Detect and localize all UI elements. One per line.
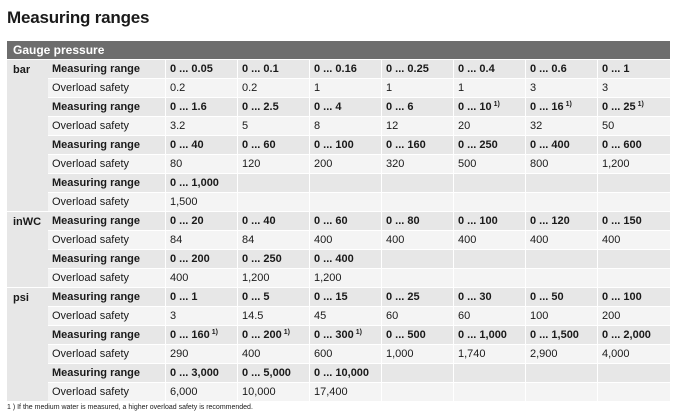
cell-value: 0 ... 1 xyxy=(602,63,630,75)
cell-value: 320 xyxy=(386,158,405,170)
cell-value: 32 xyxy=(530,120,543,132)
overload-safety-row xyxy=(48,268,670,287)
cell-value: 0 ... 600 xyxy=(602,139,642,151)
table-cell xyxy=(237,326,309,344)
cell-value: 6,000 xyxy=(170,386,198,398)
table-cell xyxy=(237,212,309,230)
cell-value: 0 ... 100 xyxy=(314,139,354,151)
table-cell xyxy=(309,117,381,135)
table-cell xyxy=(525,193,597,211)
cell-value: 0 ... 0.6 xyxy=(530,63,567,75)
table-cell xyxy=(597,383,669,401)
table-cell xyxy=(597,98,669,116)
page-title: Measuring ranges xyxy=(7,8,150,27)
cell-value: 0 ... 160 xyxy=(170,329,210,341)
row-label: Measuring range xyxy=(52,63,141,75)
row-label: Overload safety xyxy=(52,234,130,246)
row-label: Overload safety xyxy=(52,82,130,94)
table-cell xyxy=(237,345,309,363)
table-cell xyxy=(525,117,597,135)
table-cell xyxy=(165,345,237,363)
table-cell xyxy=(597,288,669,306)
overload-safety-row xyxy=(48,230,670,249)
table-cell xyxy=(453,117,525,135)
cell-value: 0 ... 500 xyxy=(386,329,426,341)
cell-value: 0 ... 250 xyxy=(458,139,498,151)
table-cell xyxy=(453,364,525,382)
table-cell xyxy=(381,288,453,306)
table-cell xyxy=(309,326,381,344)
table-cell xyxy=(381,212,453,230)
cell-value: 0 ... 80 xyxy=(386,215,420,227)
table-cell xyxy=(453,136,525,154)
table-cell xyxy=(165,307,237,325)
table-cell xyxy=(381,250,453,268)
cell-value: 1,200 xyxy=(314,272,342,284)
table-cell xyxy=(597,136,669,154)
cell-value: 0 ... 150 xyxy=(602,215,642,227)
table-cell xyxy=(165,155,237,173)
cell-value: 600 xyxy=(314,348,333,360)
cell-value: 0.2 xyxy=(242,82,258,94)
cell-value: 10,000 xyxy=(242,386,276,398)
cell-value: 0 ... 100 xyxy=(602,291,642,303)
cell-value: 400 xyxy=(386,234,405,246)
table-cell xyxy=(237,307,309,325)
cell-value: 0 ... 10 xyxy=(458,101,492,113)
cell-value: 3 xyxy=(530,82,537,94)
measuring-range-row xyxy=(48,59,670,78)
measuring-range-row xyxy=(48,363,670,382)
table-cell xyxy=(597,231,669,249)
cell-value: 0 ... 25 xyxy=(386,291,420,303)
cell-value: 400 xyxy=(170,272,189,284)
cell-value: 3 xyxy=(602,82,609,94)
unit-section-psi xyxy=(7,287,670,401)
cell-value: 3 xyxy=(170,310,177,322)
table-cell xyxy=(165,269,237,287)
table-cell xyxy=(597,345,669,363)
unit-rows xyxy=(48,211,670,287)
table-cell xyxy=(525,231,597,249)
table-cell xyxy=(453,212,525,230)
table-cell xyxy=(165,250,237,268)
table-cell xyxy=(165,326,237,344)
table-cell xyxy=(525,269,597,287)
table-cell xyxy=(165,79,237,97)
measuring-ranges-table xyxy=(7,41,670,401)
cell-value: 0 ... 30 xyxy=(458,291,492,303)
cell-value: 5 xyxy=(242,120,249,132)
row-label: Overload safety xyxy=(52,310,130,322)
unit-rows xyxy=(48,287,670,401)
table-cell xyxy=(309,269,381,287)
cell-value: 0 ... 16 xyxy=(530,101,564,113)
table-cell xyxy=(597,193,669,211)
cell-value: 0 ... 0.16 xyxy=(314,63,357,75)
table-cell xyxy=(597,250,669,268)
table-cell xyxy=(381,326,453,344)
table-cell xyxy=(597,212,669,230)
cell-value: 60 xyxy=(458,310,471,322)
table-cell xyxy=(453,269,525,287)
cell-value: 45 xyxy=(314,310,327,322)
table-cell xyxy=(381,231,453,249)
measuring-range-row xyxy=(48,135,670,154)
table-cell xyxy=(237,193,309,211)
row-label: Measuring range xyxy=(52,329,141,341)
table-cell xyxy=(597,174,669,192)
table-cell xyxy=(525,345,597,363)
table-cell xyxy=(309,288,381,306)
table-cell xyxy=(237,250,309,268)
cell-value: 0 ... 0.1 xyxy=(242,63,279,75)
row-label: Overload safety xyxy=(52,272,130,284)
table-cell xyxy=(597,269,669,287)
table-cell xyxy=(237,288,309,306)
table-cell xyxy=(453,383,525,401)
cell-value: 0 ... 50 xyxy=(530,291,564,303)
cell-value: 80 xyxy=(170,158,183,170)
table-cell xyxy=(525,288,597,306)
row-label: Overload safety xyxy=(52,196,130,208)
table-cell xyxy=(525,364,597,382)
cell-value: 20 xyxy=(458,120,471,132)
cell-value: 1,200 xyxy=(602,158,630,170)
table-cell xyxy=(309,155,381,173)
row-label: Overload safety xyxy=(52,386,130,398)
table-cell xyxy=(165,212,237,230)
table-cell xyxy=(381,307,453,325)
cell-value: 1,000 xyxy=(386,348,414,360)
table-cell xyxy=(525,60,597,78)
table-cell xyxy=(597,117,669,135)
cell-value: 0 ... 6 xyxy=(386,101,414,113)
table-cell xyxy=(165,117,237,135)
cell-value: 0 ... 5,000 xyxy=(242,367,291,379)
cell-value: 0.2 xyxy=(170,82,186,94)
table-cell xyxy=(525,383,597,401)
cell-value: 4,000 xyxy=(602,348,630,360)
table-cell xyxy=(525,250,597,268)
table-cell xyxy=(381,174,453,192)
table-cell xyxy=(165,193,237,211)
table-cell xyxy=(309,174,381,192)
table-cell xyxy=(381,155,453,173)
cell-value: 84 xyxy=(242,234,255,246)
table-cell xyxy=(165,231,237,249)
table-cell xyxy=(525,307,597,325)
cell-value: 0 ... 1,000 xyxy=(458,329,507,341)
table-cell xyxy=(309,79,381,97)
cell-value: 14.5 xyxy=(242,310,264,322)
cell-value: 0 ... 300 xyxy=(314,329,354,341)
cell-value: 0 ... 40 xyxy=(170,139,204,151)
table-cell xyxy=(381,345,453,363)
table-cell xyxy=(525,212,597,230)
table-cell xyxy=(165,98,237,116)
cell-value: 0 ... 3,000 xyxy=(170,367,219,379)
table-cell xyxy=(309,60,381,78)
cell-value: 50 xyxy=(602,120,615,132)
table-cell xyxy=(381,98,453,116)
row-label: Measuring range xyxy=(52,101,141,113)
cell-value: 0 ... 400 xyxy=(314,253,354,265)
overload-safety-row xyxy=(48,344,670,363)
table-cell xyxy=(309,364,381,382)
cell-value: 0 ... 1 xyxy=(170,291,198,303)
row-label: Measuring range xyxy=(52,253,141,265)
table-cell xyxy=(381,136,453,154)
table-cell xyxy=(309,307,381,325)
measuring-range-row xyxy=(48,173,670,192)
table-cell xyxy=(309,383,381,401)
table-cell xyxy=(237,269,309,287)
measuring-range-row xyxy=(48,249,670,268)
row-label: Measuring range xyxy=(52,291,141,303)
row-label: Measuring range xyxy=(52,139,141,151)
cell-value: 400 xyxy=(530,234,549,246)
cell-value: 2,900 xyxy=(530,348,558,360)
cell-value: 0 ... 400 xyxy=(530,139,570,151)
cell-value: 8 xyxy=(314,120,321,132)
table-cell xyxy=(453,98,525,116)
footnote-marker: 1) xyxy=(355,329,362,336)
cell-value: 0 ... 1,500 xyxy=(530,329,579,341)
cell-value: 3.2 xyxy=(170,120,186,132)
cell-value: 100 xyxy=(530,310,549,322)
cell-value: 0 ... 120 xyxy=(530,215,570,227)
cell-value: 0 ... 0.4 xyxy=(458,63,495,75)
table-cell xyxy=(237,98,309,116)
cell-value: 0 ... 0.05 xyxy=(170,63,213,75)
cell-value: 1 xyxy=(314,82,321,94)
footnote: 1 ) If the medium water is measured, a higher overload safety is recommended. xyxy=(7,404,253,411)
table-cell xyxy=(381,383,453,401)
table-cell xyxy=(237,231,309,249)
table-cell xyxy=(597,307,669,325)
row-label: Measuring range xyxy=(52,177,141,189)
table-cell xyxy=(165,364,237,382)
table-cell xyxy=(237,136,309,154)
table-cell xyxy=(525,326,597,344)
cell-value: 0 ... 5 xyxy=(242,291,270,303)
overload-safety-row xyxy=(48,154,670,173)
footnote-marker: 1) xyxy=(283,329,290,336)
cell-value: 0 ... 4 xyxy=(314,101,342,113)
cell-value: 200 xyxy=(314,158,333,170)
section-header: Gauge pressure xyxy=(7,41,670,59)
cell-value: 0 ... 2,000 xyxy=(602,329,651,341)
overload-safety-row xyxy=(48,192,670,211)
table-cell xyxy=(237,60,309,78)
row-label: Measuring range xyxy=(52,367,141,379)
table-cell xyxy=(453,60,525,78)
cell-value: 0 ... 20 xyxy=(170,215,204,227)
table-cell xyxy=(309,231,381,249)
cell-value: 0 ... 160 xyxy=(386,139,426,151)
unit-label: bar xyxy=(7,59,48,211)
table-cell xyxy=(309,250,381,268)
cell-value: 84 xyxy=(170,234,183,246)
row-label: Overload safety xyxy=(52,158,130,170)
cell-value: 0 ... 1.6 xyxy=(170,101,207,113)
cell-value: 1 xyxy=(458,82,465,94)
footnote-marker: 1) xyxy=(493,101,500,108)
row-label: Overload safety xyxy=(52,120,130,132)
cell-value: 60 xyxy=(386,310,399,322)
cell-value: 400 xyxy=(314,234,333,246)
table-cell xyxy=(453,155,525,173)
unit-label: psi xyxy=(7,287,48,401)
measuring-range-row xyxy=(48,211,670,230)
table-cell xyxy=(597,326,669,344)
table-cell xyxy=(237,383,309,401)
cell-value: 0 ... 200 xyxy=(242,329,282,341)
cell-value: 500 xyxy=(458,158,477,170)
table-cell xyxy=(525,79,597,97)
table-cell xyxy=(453,79,525,97)
cell-value: 12 xyxy=(386,120,399,132)
table-cell xyxy=(165,60,237,78)
cell-value: 200 xyxy=(602,310,621,322)
table-cell xyxy=(525,174,597,192)
cell-value: 1,500 xyxy=(170,196,198,208)
cell-value: 400 xyxy=(242,348,261,360)
table-cell xyxy=(453,307,525,325)
table-cell xyxy=(453,174,525,192)
overload-safety-row xyxy=(48,306,670,325)
table-cell xyxy=(237,174,309,192)
table-cell xyxy=(597,79,669,97)
table-cell xyxy=(381,193,453,211)
table-cell xyxy=(309,136,381,154)
table-cell xyxy=(237,79,309,97)
footnote-marker: 1) xyxy=(637,101,644,108)
table-cell xyxy=(309,98,381,116)
table-cell xyxy=(453,326,525,344)
table-cell xyxy=(453,345,525,363)
table-cell xyxy=(597,60,669,78)
cell-value: 0 ... 60 xyxy=(314,215,348,227)
table-cell xyxy=(309,345,381,363)
cell-value: 400 xyxy=(602,234,621,246)
table-cell xyxy=(525,98,597,116)
cell-value: 17,400 xyxy=(314,386,348,398)
table-cell xyxy=(309,212,381,230)
table-cell xyxy=(381,364,453,382)
table-body xyxy=(7,59,670,401)
table-cell xyxy=(237,117,309,135)
cell-value: 0 ... 15 xyxy=(314,291,348,303)
table-cell xyxy=(381,79,453,97)
table-cell xyxy=(525,136,597,154)
measuring-range-row xyxy=(48,287,670,306)
overload-safety-row xyxy=(48,116,670,135)
cell-value: 0 ... 250 xyxy=(242,253,282,265)
table-cell xyxy=(309,193,381,211)
table-cell xyxy=(597,155,669,173)
overload-safety-row xyxy=(48,382,670,401)
table-cell xyxy=(381,60,453,78)
table-cell xyxy=(165,174,237,192)
table-cell xyxy=(381,269,453,287)
table-cell xyxy=(165,136,237,154)
cell-value: 1,200 xyxy=(242,272,270,284)
measuring-range-row xyxy=(48,325,670,344)
cell-value: 0 ... 0.25 xyxy=(386,63,429,75)
cell-value: 0 ... 40 xyxy=(242,215,276,227)
overload-safety-row xyxy=(48,78,670,97)
footnote-marker: 1) xyxy=(211,329,218,336)
table-cell xyxy=(453,288,525,306)
cell-value: 120 xyxy=(242,158,261,170)
table-cell xyxy=(381,117,453,135)
table-cell xyxy=(237,364,309,382)
cell-value: 0 ... 100 xyxy=(458,215,498,227)
table-cell xyxy=(453,250,525,268)
table-cell xyxy=(453,231,525,249)
table-cell xyxy=(165,288,237,306)
unit-label: inWC xyxy=(7,211,48,287)
table-cell xyxy=(525,155,597,173)
unit-section-inwc xyxy=(7,211,670,287)
cell-value: 0 ... 60 xyxy=(242,139,276,151)
row-label: Overload safety xyxy=(52,348,130,360)
measuring-range-row xyxy=(48,97,670,116)
cell-value: 0 ... 25 xyxy=(602,101,636,113)
table-cell xyxy=(597,364,669,382)
row-label: Measuring range xyxy=(52,215,141,227)
cell-value: 1,740 xyxy=(458,348,486,360)
cell-value: 800 xyxy=(530,158,549,170)
unit-rows xyxy=(48,59,670,211)
table-cell xyxy=(237,155,309,173)
cell-value: 0 ... 1,000 xyxy=(170,177,219,189)
cell-value: 1 xyxy=(386,82,393,94)
unit-section-bar xyxy=(7,59,670,211)
cell-value: 0 ... 200 xyxy=(170,253,210,265)
cell-value: 400 xyxy=(458,234,477,246)
table-cell xyxy=(165,383,237,401)
cell-value: 0 ... 10,000 xyxy=(314,367,370,379)
footnote-marker: 1) xyxy=(565,101,572,108)
table-cell xyxy=(453,193,525,211)
cell-value: 290 xyxy=(170,348,189,360)
cell-value: 0 ... 2.5 xyxy=(242,101,279,113)
